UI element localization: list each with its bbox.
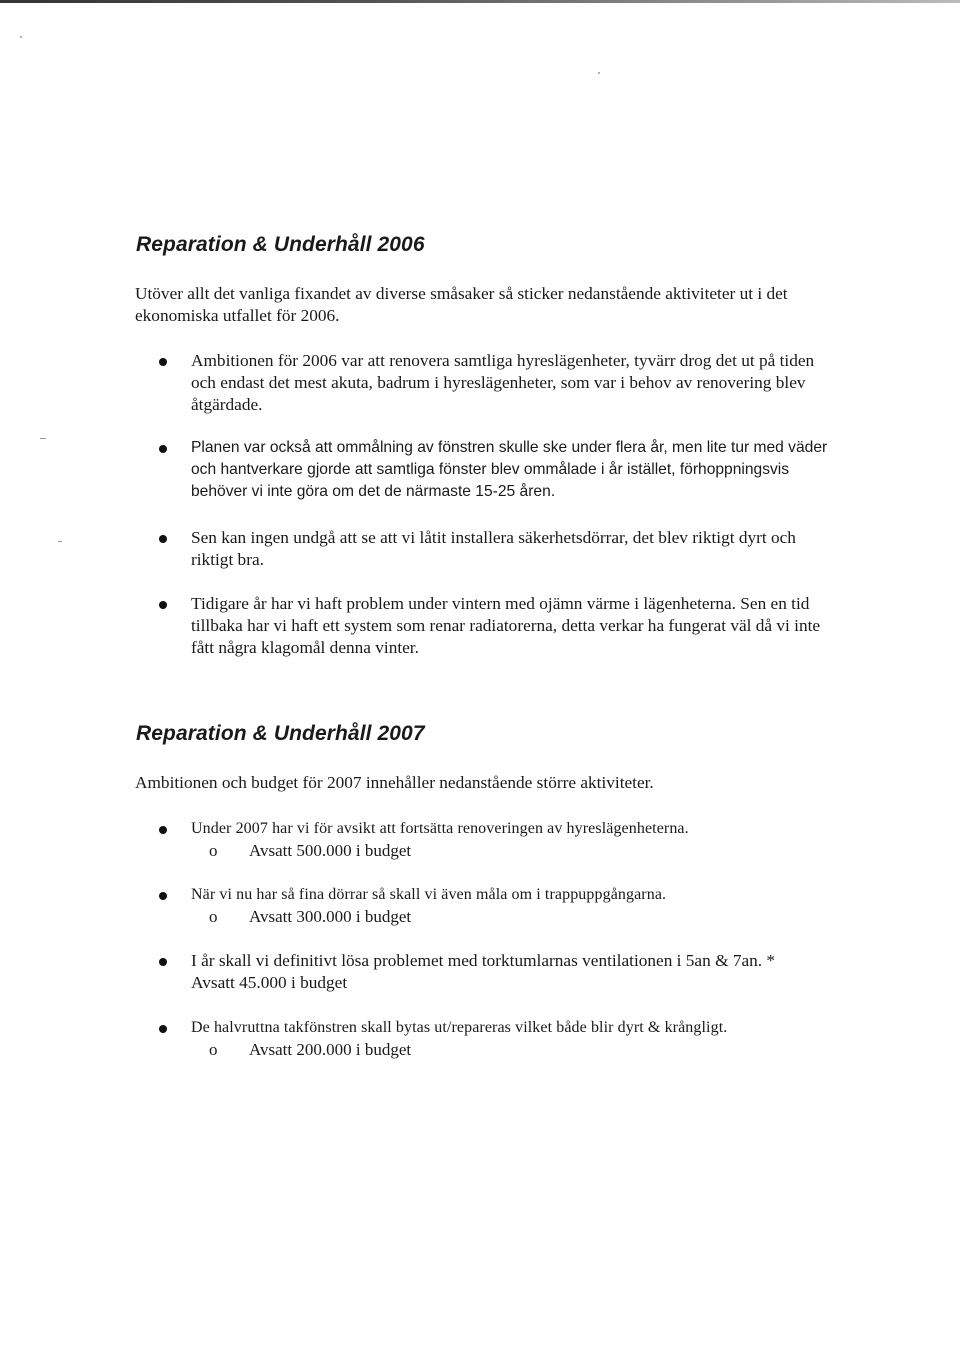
budget-text: Avsatt 300.000 i budget (249, 907, 412, 926)
list-item-text: De halvruttna takfönstren skall bytas ut/repareras vilket både blir dyrt & krångligt. (191, 1019, 728, 1036)
budget-subitem (209, 906, 411, 928)
bullet-icon (159, 358, 167, 366)
heading-2006: Reparation & Underhåll 2006 (136, 233, 425, 256)
heading-2007: Reparation & Underhåll 2007 (136, 722, 425, 745)
bullet-icon (159, 445, 167, 453)
bullet-icon (159, 826, 167, 834)
intro-2007: Ambitionen och budget för 2007 innehåller nedanstående större aktiviteter. (135, 773, 654, 792)
sub-bullet-marker: o (209, 841, 218, 860)
list-item-text: När vi nu har så fina dörrar så skall vi även måla om i trappuppgångarna. (191, 886, 667, 903)
sub-bullet-marker: o (209, 1040, 218, 1059)
list-item-text: Planen var också att ommålning av fönstren skulle ske under flera år, men lite tur med väder och hantverkare gjorde att samtliga fönster blev ommålade i år istället, förhoppningsvis behöver vi inte göra om det de närmaste 15-25 åren. (191, 439, 828, 500)
bullet-icon (159, 892, 167, 900)
budget-text: Avsatt 200.000 i budget (249, 1040, 412, 1059)
bullet-icon (159, 535, 167, 543)
list-item-text: Ambitionen för 2006 var att renovera samtliga hyreslägenheter, tyvärr drog det ut på tiden och endast det mest akuta, badrum i hyreslägenheter, som var i behov av renovering blev åtgärdade. (191, 351, 815, 414)
bullet-icon (159, 1025, 167, 1033)
list-item-text: Under 2007 har vi för avsikt att fortsätta renoveringen av hyreslägenheterna. (191, 820, 689, 837)
budget-subitem (209, 840, 411, 862)
sub-bullet-marker: o (209, 907, 218, 926)
bullet-icon (159, 958, 167, 966)
intro-2006: Utöver allt det vanliga fixandet av diverse småsaker så sticker nedanstående aktiviteter ut i det ekonomiska utfallet för 2006. (135, 284, 788, 325)
budget-subitem (209, 1039, 411, 1061)
budget-text: Avsatt 500.000 i budget (249, 841, 412, 860)
list-item-text: Sen kan ingen undgå att se att vi låtit installera säkerhetsdörrar, det blev riktigt dyrt och riktigt bra. (191, 528, 796, 569)
list-item-text: Tidigare år har vi haft problem under vintern med ojämn värme i lägenheterna. Sen en tid tillbaka har vi haft ett system som renar radiatorerna, detta verkar ha fungerat väl då vi inte fått några klagomål denna vinter. (191, 594, 821, 657)
bullet-icon (159, 601, 167, 609)
list-item-text: I år skall vi definitivt lösa problemet med torktumlarnas ventilationen i 5an & 7an. * Avsatt 45.000 i budget (191, 951, 776, 992)
